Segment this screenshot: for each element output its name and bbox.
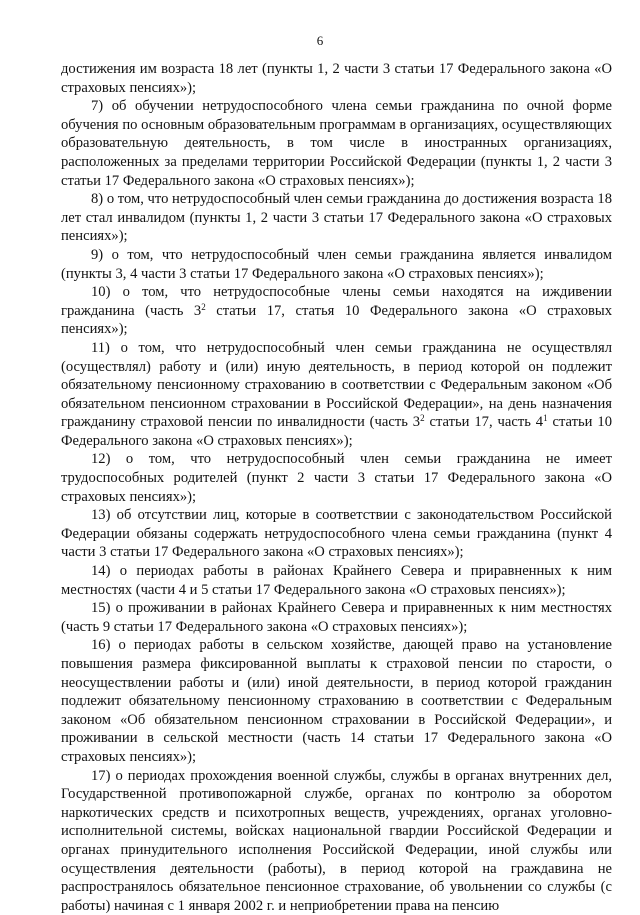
paragraph-item-10 — [61, 283, 612, 339]
paragraph-item-10-text-1: 10) о том, что нетрудоспособные члены семьи находятся на иждивении гражданина (часть 3 — [61, 284, 612, 319]
superscript-2: 2 — [201, 301, 206, 312]
superscript-2: 2 — [420, 413, 425, 424]
paragraph-item-11-text-1: 11) о том, что нетрудоспособный член семьи гражданина не осуществлял (осуществлял) работу и (или) иную деятельность, в период которой он подлежит обязательному пенсионному страхованию в соответствии с Федеральным законом «Об обязательном пенсионном страховании в Российской Федерации», на день назначения гражданину страховой пенсии по инвалидности (часть 3 — [61, 339, 612, 431]
paragraph-item-11-text-3: статьи 10 Федерального закона «О страховых пенсиях»); — [61, 414, 612, 449]
paragraph-item-17: 17) о периодах прохождения военной службы, службы в органах внутренних дел, Государственной противопожарной службе, органах по контролю за оборотом наркотических средств и психотропных веществ, учреждениях, органах уголовно-исполнительной системы, войсках национальной гвардии Российской Федерации и органах принудительного исполнения Российской Федерации, иной службы или осуществления деятельности (работы), в период которой на граждавина не распространялось обязательное пенсионное страхование, об увольнении со службы (с работы) начиная с 1 января 2002 г. и неприобретении права на пенсию — [61, 767, 612, 914]
paragraph-item-15: 15) о проживании в районах Крайнего Севера и приравненных к ним местностях (часть 9 статьи 17 Федерального закона «О страховых пенсиях»); — [61, 600, 612, 635]
page-number: 6 — [316, 33, 324, 48]
paragraph-item-8: 8) о том, что нетрудоспособный член семьи гражданина до достижения возраста 18 лет стал инвалидом (пункты 1, 2 части 3 статьи 17 Федерального закона «О страховых пенсиях»); — [61, 191, 612, 245]
paragraph-item-11-text-2: статьи 17, часть 4 — [424, 414, 544, 431]
paragraph-item-11 — [61, 339, 612, 451]
paragraph-item-12: 12) о том, что нетрудоспособный член семьи гражданина не имеет трудоспособных родителей (пункт 2 части 3 статьи 17 Федерального закона «О страховых пенсиях»); — [61, 451, 612, 505]
paragraph-item-14: 14) о периодах работы в районах Крайнего Севера и приравненных к ним местностях (части 4 и 5 статьи 17 Федерального закона «О страховых пенсиях»); — [61, 563, 612, 598]
paragraph-continuation: достижения им возраста 18 лет (пункты 1, 2 части 3 статьи 17 Федерального закона «О страховых пенсиях»); — [61, 61, 612, 96]
paragraph-item-13: 13) об отсутствии лиц, которые в соответствии с законодательством Российской Федерации обязаны содержать нетрудоспособного члена семьи гражданина (пункт 4 части 3 статьи 17 Федерального закона «О страховых пенсиях»); — [61, 507, 612, 561]
paragraph-item-7: 7) об обучении нетрудоспособного члена семьи гражданина по очной форме обучения по основным образовательным программам в организациях, осуществляющих образовательную деятельность, в том числе в иностранных организациях, расположенных за пределами территории Российской Федерации (пункты 1, 2 части 3 статьи 17 Федерального закона «О страховых пенсиях»); — [61, 98, 612, 189]
paragraph-item-16: 16) о периодах работы в сельском хозяйстве, дающей право на установление повышения размера фиксированной выплаты к страховой пенсии по старости, о неосуществлении работы и (или) иной деятельности, в период которой гражданин подлежит обязательному пенсионному страхованию в соответствии с Федеральным законом «Об обязательном пенсионном страховании в Российской Федерации», и проживании в сельской местности (часть 14 статьи 17 Федерального закона «О страховых пенсиях»); — [61, 637, 612, 765]
paragraph-item-9: 9) о том, что нетрудоспособный член семьи гражданина является инвалидом (пункты 3, 4 части 3 статьи 17 Федерального закона «О страховых пенсиях»); — [61, 246, 612, 282]
superscript-1: 1 — [543, 413, 548, 424]
paragraph-item-10-text-2: статьи 17, статья 10 Федерального закона «О страховых пенсиях»); — [61, 302, 612, 338]
document-body — [61, 60, 612, 915]
